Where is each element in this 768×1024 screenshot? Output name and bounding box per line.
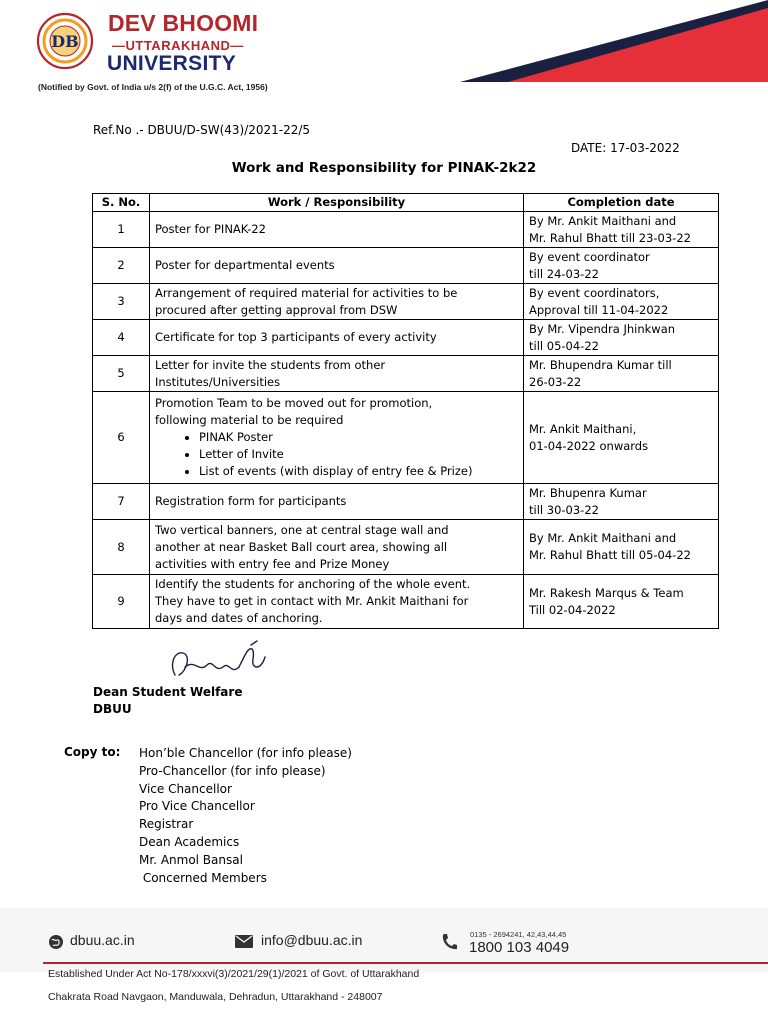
work-line: Arrangement of required material for activities to be — [155, 285, 458, 300]
row-date — [524, 248, 719, 284]
list-item: Mr. Anmol Bansal — [139, 852, 243, 867]
date-line: By Mr. Vipendra Jhinkwan — [529, 321, 676, 336]
row-date — [524, 392, 719, 484]
row-date — [524, 575, 719, 629]
list-item: Pro-Chancellor (for info please) — [139, 763, 326, 778]
header-decorative-bands — [450, 0, 768, 90]
row-work — [150, 320, 524, 356]
university-name-line3: UNIVERSITY — [107, 52, 237, 75]
table-row — [93, 356, 719, 392]
row-sno: 5 — [93, 356, 150, 392]
row-sno: 9 — [93, 575, 150, 629]
signatory-title: Dean Student Welfare — [93, 685, 243, 699]
work-line: another at near Basket Ball court area, showing all — [155, 539, 448, 554]
row-date — [524, 520, 719, 575]
row-sno: 2 — [93, 248, 150, 284]
date-line: till 05-04-22 — [529, 338, 599, 353]
list-item: Dean Academics — [139, 834, 240, 849]
date-line: 01-04-2022 onwards — [529, 438, 649, 453]
list-item: Pro Vice Chancellor — [139, 799, 255, 814]
work-line: procured after getting approval from DSW — [155, 302, 398, 317]
header-completion-date: Completion date — [524, 194, 719, 212]
work-text: Poster for PINAK-22 — [155, 222, 266, 236]
responsibility-table — [92, 193, 719, 629]
date-line: Mr. Rahul Bhatt till 05-04-22 — [529, 548, 691, 562]
globe-icon — [48, 934, 64, 950]
row-work — [150, 520, 524, 575]
toll-free-number[interactable]: 1800 103 4049 — [469, 939, 570, 956]
row-date — [524, 484, 719, 520]
copy-to-list — [139, 745, 352, 887]
list-item: • Letter of Invite — [199, 446, 518, 463]
row-work — [150, 484, 524, 520]
date-line: 26-03-22 — [529, 374, 582, 389]
list-item: • PINAK Poster — [199, 429, 518, 446]
date-line: Mr. Ankit Maithani, — [529, 421, 637, 436]
date-line: Till 02-04-2022 — [529, 602, 616, 617]
table-row — [93, 320, 719, 356]
row-sno: 3 — [93, 284, 150, 320]
date-line: till 24-03-22 — [529, 266, 599, 281]
date-line: till 30-03-22 — [529, 502, 599, 517]
row-sno: 1 — [93, 212, 150, 248]
row-work — [150, 356, 524, 392]
table-row — [93, 212, 719, 248]
row-date — [524, 212, 719, 248]
date-line: Approval till 11-04-2022 — [529, 302, 669, 317]
postal-address: Chakrata Road Navgaon, Manduwala, Dehradun, Uttarakhand - 248007 — [48, 991, 383, 1003]
ugc-notification-note: (Notified by Govt. of India u/s 2(f) of the U.G.C. Act, 1956) — [38, 82, 268, 92]
establishment-note: Established Under Act No-178/xxxvi(3)/2021/29(1)/2021 of Govt. of Uttarakhand — [48, 968, 420, 980]
list-item: • List of events (with display of entry fee & Prize) — [199, 463, 518, 480]
footer-divider — [43, 962, 768, 964]
table-row — [93, 575, 719, 629]
work-text: Certificate for top 3 participants of every activity — [155, 330, 437, 344]
work-line: Letter for invite the students from other — [155, 357, 386, 372]
table-row — [93, 248, 719, 284]
university-name-line2: —UTTARAKHAND— — [112, 38, 244, 53]
date-line: Mr. Rakesh Marqus & Team — [529, 585, 684, 600]
work-line: Two vertical banners, one at central stage wall and — [155, 522, 449, 537]
phone-icon — [441, 933, 457, 951]
row-work — [150, 284, 524, 320]
row-sno: 6 — [93, 392, 150, 484]
list-item: Hon’ble Chancellor (for info please) — [139, 746, 352, 760]
dean-signature — [165, 637, 275, 685]
table-row — [93, 484, 719, 520]
work-line: Identify the students for anchoring of the whole event. — [155, 577, 471, 591]
list-item: Vice Chancellor — [139, 781, 232, 796]
table-row — [93, 284, 719, 320]
email-link[interactable]: info@dbuu.ac.in — [261, 932, 363, 948]
date-line: Mr. Bhupendra Kumar till — [529, 357, 672, 372]
header-sno: S. No. — [93, 194, 150, 212]
document-date: DATE: 17-03-2022 — [571, 141, 680, 155]
work-line: days and dates of anchoring. — [155, 611, 323, 625]
work-text: Poster for departmental events — [155, 258, 335, 272]
phone-numbers-landline: 0135 - 2694241, 42,43,44,45 — [470, 930, 567, 939]
work-text: Registration form for participants — [155, 494, 347, 508]
reference-number: Ref.No .- DBUU/D-SW(43)/2021-22/5 — [93, 123, 311, 137]
row-sno: 7 — [93, 484, 150, 520]
date-line: By Mr. Ankit Maithani and — [529, 531, 677, 545]
table-row — [93, 392, 719, 484]
university-logo — [36, 12, 94, 70]
work-line: activities with entry fee and Prize Money — [155, 556, 390, 571]
work-line: following material to be required — [155, 413, 344, 427]
date-line: By event coordinators, — [529, 285, 660, 300]
signatory-org: DBUU — [93, 702, 132, 716]
copy-to-label: Copy to: — [64, 745, 121, 759]
material-list — [155, 429, 518, 480]
row-work — [150, 392, 524, 484]
work-line: Promotion Team to be moved out for promotion, — [155, 396, 433, 410]
envelope-icon — [235, 935, 253, 948]
document-title: Work and Responsibility for PINAK-2k22 — [231, 160, 537, 176]
date-line: By event coordinator — [529, 249, 650, 264]
date-line: By Mr. Ankit Maithani and — [529, 213, 677, 228]
row-sno: 8 — [93, 520, 150, 575]
date-line: Mr. Bhupenra Kumar — [529, 485, 647, 500]
row-work — [150, 575, 524, 629]
table-row — [93, 520, 719, 575]
work-line: They have to get in contact with Mr. Ankit Maithani for — [155, 594, 469, 608]
logo-letters: DB — [51, 32, 79, 51]
row-work — [150, 212, 524, 248]
row-date — [524, 356, 719, 392]
row-work — [150, 248, 524, 284]
date-line: Mr. Rahul Bhatt till 23-03-22 — [529, 230, 691, 245]
table-header-row — [93, 194, 719, 212]
row-date — [524, 320, 719, 356]
website-link[interactable]: dbuu.ac.in — [70, 932, 135, 948]
list-item: Concerned Members — [139, 870, 267, 885]
header-work: Work / Responsibility — [150, 194, 524, 212]
work-line: Institutes/Universities — [155, 374, 281, 389]
row-date — [524, 284, 719, 320]
row-sno: 4 — [93, 320, 150, 356]
university-name-line1: DEV BHOOMI — [108, 10, 259, 36]
list-item: Registrar — [139, 817, 194, 832]
